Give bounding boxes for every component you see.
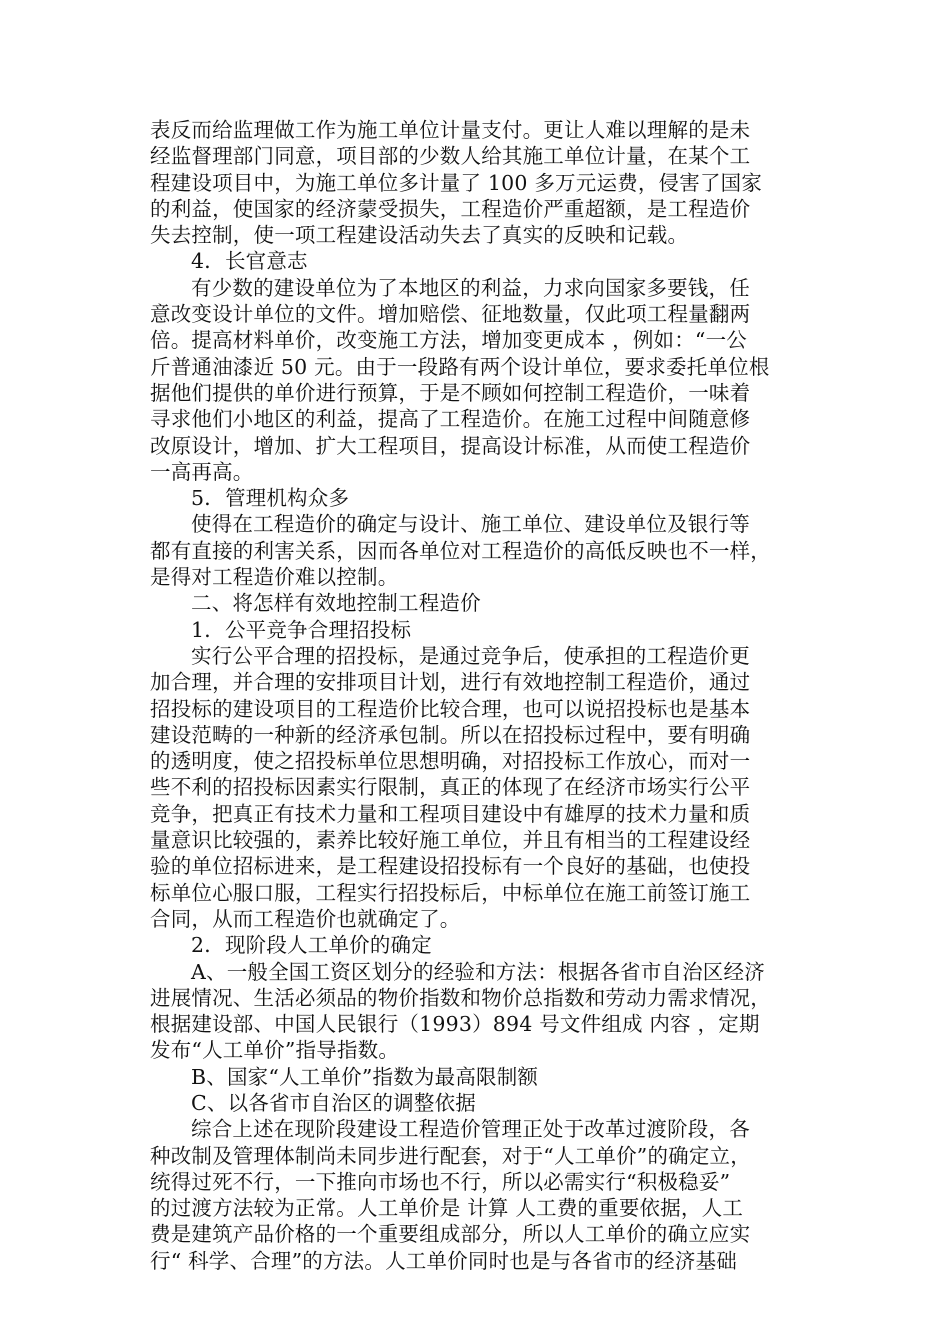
text-line: 据他们提供的单价进行预算，于是不顾如何控制工程造价，一味着	[150, 380, 751, 405]
text-line: C、以各省市自治区的调整依据	[191, 1090, 476, 1115]
text-line: 寻求他们小地区的利益，提高了工程造价。在施工过程中间随意修	[150, 407, 751, 432]
text-line: 的透明度，使之招投标单位思想明确，对招投标工作放心，而对一	[150, 749, 751, 774]
text-line: 实行公平合理的招投标，是通过竞争后，使承担的工程造价更	[191, 643, 750, 668]
text-line: 有少数的建设单位为了本地区的利益，力求向国家多要钱，任	[191, 275, 750, 300]
text-line: 的利益，使国家的经济蒙受损失，工程造价严重超额，是工程造价	[150, 196, 751, 221]
text-line: 合同，从而工程造价也就确定了。	[150, 906, 461, 931]
text-line: 1．公平竞争合理招投标	[191, 617, 412, 642]
text-line: 经监督理部门同意，项目部的少数人给其施工单位计量，在某个工	[150, 144, 751, 169]
text-line: 行“ 科学、合理”的方法。人工单价同时也是与各省市的经济基础	[150, 1248, 737, 1273]
body-text	[150, 117, 802, 1274]
text-line: 建设范畴的一种新的经济承包制。所以在招投标过程中，要有明确	[150, 722, 751, 747]
text-line: 进展情况、生活必须品的物价指数和物价总指数和劳动力需求情况，	[150, 985, 771, 1010]
text-line: 5．管理机构众多	[191, 486, 350, 511]
text-line: 招投标的建设项目的工程造价比较合理，也可以说招投标也是基本	[150, 696, 751, 721]
text-line: 表反而给监理做工作为施工单位计量支付。更让人难以理解的是未	[150, 118, 751, 142]
text-line: 些不利的招投标因素实行限制，真正的体现了在经济市场实行公平	[150, 775, 751, 800]
text-line: 标单位心服口服，工程实行招投标后，中标单位在施工前签订施工	[150, 880, 751, 905]
text-line: 使得在工程造价的确定与设计、施工单位、建设单位及银行等	[191, 512, 750, 537]
text-line: 量意识比较强的，素养比较好施工单位，并且有相当的工程建设经	[150, 828, 751, 853]
text-line: 程建设项目中，为施工单位多计量了 100 多万元运费，侵害了国家	[150, 170, 763, 195]
text-line: 统得过死不行，一下推向市场也不行，所以必需实行“积极稳妥”	[150, 1169, 731, 1194]
text-line: 改原设计，增加、扩大工程项目，提高设计标准，从而使工程造价	[150, 433, 751, 458]
text-line: 失去控制，使一项工程建设活动失去了真实的反映和记载。	[150, 223, 689, 248]
text-line: 2．现阶段人工单价的确定	[191, 933, 432, 958]
text-line: B、国家“人工单价”指数为最高限制额	[191, 1064, 539, 1089]
text-line: A、一般全国工资区划分的经验和方法：根据各省市自治区经济	[191, 959, 765, 984]
text-line: 综合上述在现阶段建设工程造价管理正处于改革过渡阶段，各	[191, 1117, 750, 1142]
text-line: 费是建筑产品价格的一个重要组成部分，所以人工单价的确立应实	[150, 1222, 751, 1247]
text-line: 4．长官意志	[191, 249, 308, 274]
text-line: 种改制及管理体制尚未同步进行配套，对于“人工单价”的确定立，	[150, 1143, 751, 1168]
text-line: 是得对工程造价难以控制。	[150, 565, 399, 590]
text-line: 加合理，并合理的安排项目计划，进行有效地控制工程造价，通过	[150, 670, 751, 695]
text-line: 斤普通油漆近 50 元。由于一段路有两个设计单位，要求委托单位根	[150, 354, 770, 379]
text-line: 一高再高。	[150, 459, 254, 484]
text-line: 根据建设部、中国人民银行（1993）894 号文件组成 内容 ，定期	[150, 1012, 760, 1037]
text-line: 发布“人工单价”指导指数。	[150, 1038, 400, 1063]
text-line: 验的单位招标进来，是工程建设招投标有一个良好的基础，也使投	[150, 854, 751, 879]
text-line: 的过渡方法较为正常。人工单价是 计算 人工费的重要依据，人工	[150, 1196, 744, 1221]
text-line: 倍。提高材料单价，改变施工方法，增加变更成本 ，例如：“一公	[150, 328, 747, 353]
text-line: 都有直接的利害关系，因而各单位对工程造价的高低反映也不一样，	[150, 538, 771, 563]
text-line: 意改变设计单位的文件。增加赔偿、征地数量，仅此项工程量翻两	[150, 302, 751, 327]
text-line: 竞争，把真正有技术力量和工程项目建设中有雄厚的技术力量和质	[150, 801, 751, 826]
text-line: 二、将怎样有效地控制工程造价	[191, 591, 481, 616]
